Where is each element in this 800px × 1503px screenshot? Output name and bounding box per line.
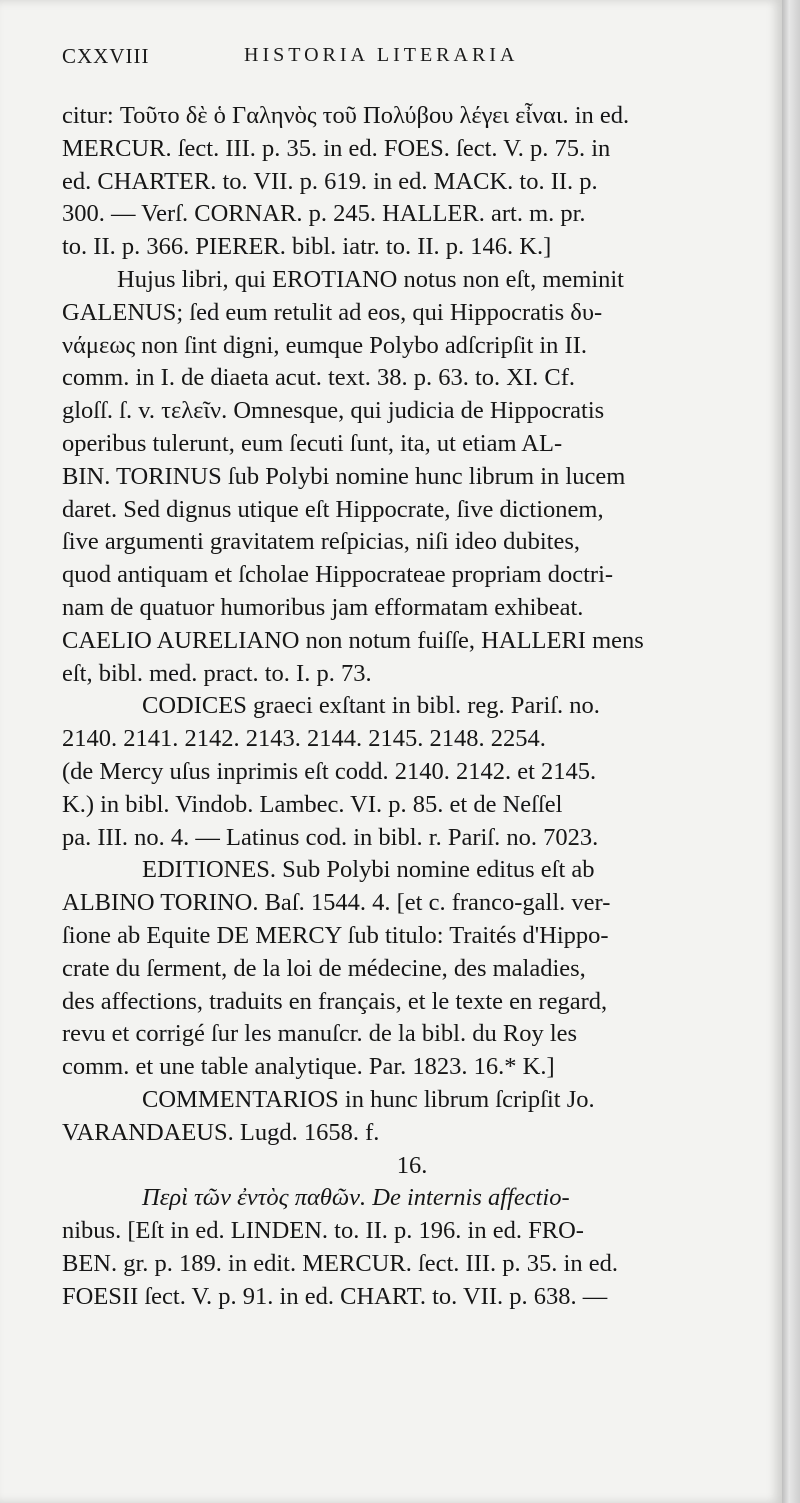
- text-line: crate du ſerment, de la loi de médecine, des maladies,: [62, 954, 586, 982]
- text-line: comm. et une table analytique. Par. 1823. 16.* K.]: [62, 1053, 555, 1081]
- text-line: BEN. gr. p. 189. in edit. MERCUR. ſect. III. p. 35. in ed.: [62, 1249, 618, 1277]
- section-heading-editiones: EDITIONES. Sub Polybi nomine editus eſt ab: [142, 856, 595, 884]
- page-number: CXXVIII: [62, 44, 150, 68]
- body-text: [62, 100, 762, 1313]
- text-line: 2140. 2141. 2142. 2143. 2144. 2145. 2148. 2254.: [62, 725, 546, 753]
- text-line: ſive argumenti gravitatem reſpicias, niſi ideo dubites,: [62, 528, 580, 556]
- section-heading-codices: CODICES graeci exſtant in bibl. reg. Pariſ. no.: [142, 692, 600, 720]
- page-edge: [782, 0, 800, 1503]
- text-line: (de Mercy uſus inprimis eſt codd. 2140. 2142. et 2145.: [62, 757, 597, 785]
- text-line: MERCUR. ſect. III. p. 35. in ed. FOES. ſect. V. p. 75. in: [62, 134, 611, 162]
- text-line: VARANDAEUS. Lugd. 1658. f.: [62, 1118, 380, 1146]
- text-line: GALENUS; ſed eum retulit ad eos, qui Hippocratis δυ-: [62, 298, 603, 326]
- text-line: K.) in bibl. Vindob. Lambec. VI. p. 85. et de Neſſel: [62, 790, 563, 818]
- text-line: des affections, traduits en français, et le texte en regard,: [62, 987, 608, 1015]
- text-line: 300. — Verſ. CORNAR. p. 245. HALLER. art. m. pr.: [62, 200, 586, 228]
- text-line: eſt, bibl. med. pract. to. I. p. 73.: [62, 659, 372, 687]
- text-line: nibus. [Eſt in ed. LINDEN. to. II. p. 196. in ed. FRO-: [62, 1217, 584, 1245]
- text-line: Hujus libri, qui EROTIANO notus non eſt, meminit: [117, 265, 624, 293]
- text-line: quod antiquam et ſcholae Hippocrateae propriam doctri-: [62, 561, 614, 589]
- text-line: comm. in I. de diaeta acut. text. 38. p. 63. to. XI. Cf.: [62, 364, 576, 392]
- text-line: pa. III. no. 4. — Latinus cod. in bibl. r. Pariſ. no. 7023.: [62, 823, 599, 851]
- section-number: 16.: [396, 1151, 428, 1179]
- section-heading-commentarios: COMMENTARIOS in hunc librum ſcripſit Jo.: [142, 1085, 595, 1113]
- text-line: revu et corrigé ſur les manuſcr. de la bibl. du Roy les: [62, 1020, 578, 1048]
- text-line: ed. CHARTER. to. VII. p. 619. in ed. MACK. to. II. p.: [62, 167, 598, 195]
- text-line: BIN. TORINUS ſub Polybi nomine hunc librum in lucem: [62, 462, 626, 490]
- text-line: FOESII ſect. V. p. 91. in ed. CHART. to. VII. p. 638. —: [62, 1282, 608, 1310]
- text-line: ſione ab Equite DE MERCY ſub titulo: Traités d'Hippo-: [62, 921, 609, 949]
- text-line: to. II. p. 366. PIERER. bibl. iatr. to. II. p. 146. K.]: [62, 233, 552, 261]
- running-header: [62, 44, 752, 74]
- text-line: citur: Τοῦτο δὲ ὁ Γαληνὸς τοῦ Πολύβου λέγει εἶναι. in ed.: [62, 102, 630, 129]
- running-title: HISTORIA LITERARIA: [244, 44, 519, 66]
- text-line: daret. Sed dignus utique eſt Hippocrate, ſive dictionem,: [62, 495, 604, 523]
- text-line: ALBINO TORINO. Baſ. 1544. 4. [et c. franco-gall. ver-: [62, 889, 611, 917]
- text-line: nam de quatuor humoribus jam efformatam exhibeat.: [62, 593, 584, 621]
- text-line: CAELIO AURELIANO non notum fuiſſe, HALLERI mens: [62, 626, 644, 654]
- text-line: gloſſ. ſ. v. τελεῖν. Omnesque, qui judicia de Hippocratis: [62, 397, 605, 425]
- treatise-title-line: Περὶ τῶν ἐντὸς παθῶν. De internis affectio-: [142, 1184, 570, 1212]
- text-line: operibus tulerunt, eum ſecuti ſunt, ita, ut etiam AL-: [62, 429, 563, 457]
- text-line: νάμεως non ſint digni, eumque Polybo adſcripſit in II.: [62, 331, 588, 359]
